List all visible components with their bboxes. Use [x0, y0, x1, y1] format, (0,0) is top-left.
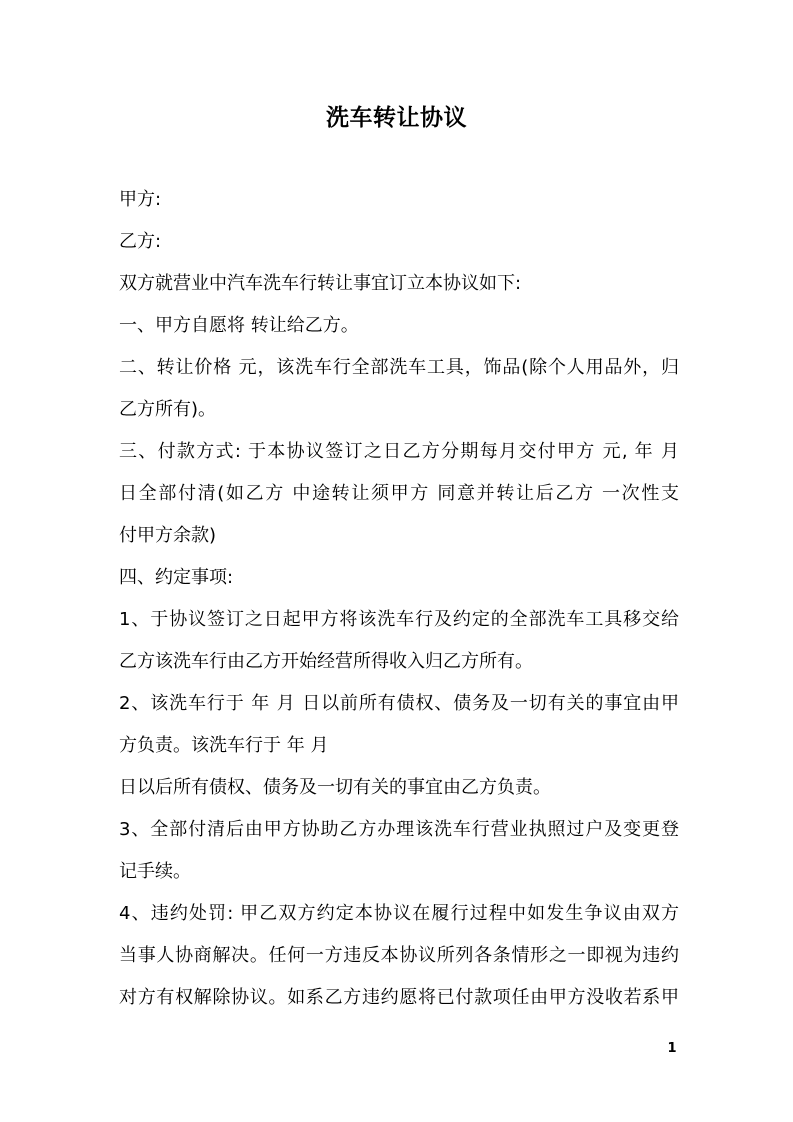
- clause-1-line: 一、甲方自愿将 转让给乙方。: [119, 315, 359, 336]
- document-title: 洗车转让协议: [326, 105, 467, 131]
- clause-3-line-3: 付甲方余款): [119, 525, 217, 546]
- item-4-line-2: 当事人协商解决。任何一方违反本协议所列各条情形之一即视为违约: [119, 945, 679, 966]
- item-3-line-2: 记手续。: [119, 861, 191, 882]
- clause-2-line-1: 二、转让价格 元，该洗车行全部洗车工具，饰品(除个人用品外，归: [119, 357, 679, 378]
- item-4-line-1: 4、违约处罚: 甲乙双方约定本协议在履行过程中如发生争议由双方: [119, 903, 679, 924]
- clause-3-line-1: 三、付款方式: 于本协议签订之日乙方分期每月交付甲方 元, 年 月: [119, 441, 679, 462]
- item-4-line-3: 对方有权解除协议。如系乙方违约愿将已付款项任由甲方没收若系甲: [119, 987, 679, 1008]
- item-2-line-1: 2、该洗车行于 年 月 日以前所有债权、债务及一切有关的事宜由甲: [119, 693, 679, 714]
- page-number: 1: [667, 1041, 677, 1056]
- preamble-line: 双方就营业中汽车洗车行转让事宜订立本协议如下:: [119, 273, 522, 294]
- clause-2-line-2: 乙方所有)。: [119, 399, 217, 420]
- item-2-line-2: 方负责。该洗车行于 年 月: [119, 735, 329, 756]
- party-a-line: 甲方:: [119, 189, 162, 210]
- clause-4-heading: 四、约定事项:: [119, 567, 234, 588]
- item-3-line-1: 3、全部付清后由甲方协助乙方办理该洗车行营业执照过户及变更登: [119, 819, 679, 840]
- item-2-line-3: 日以后所有债权、债务及一切有关的事宜由乙方负责。: [119, 777, 551, 798]
- item-1-line-1: 1、于协议签订之日起甲方将该洗车行及约定的全部洗车工具移交给: [119, 609, 679, 630]
- clause-3-line-2: 日全部付清(如乙方 中途转让须甲方 同意并转让后乙方 一次性支: [119, 483, 679, 504]
- item-1-line-2: 乙方该洗车行由乙方开始经营所得收入归乙方所有。: [119, 651, 533, 672]
- party-b-line: 乙方:: [119, 231, 162, 252]
